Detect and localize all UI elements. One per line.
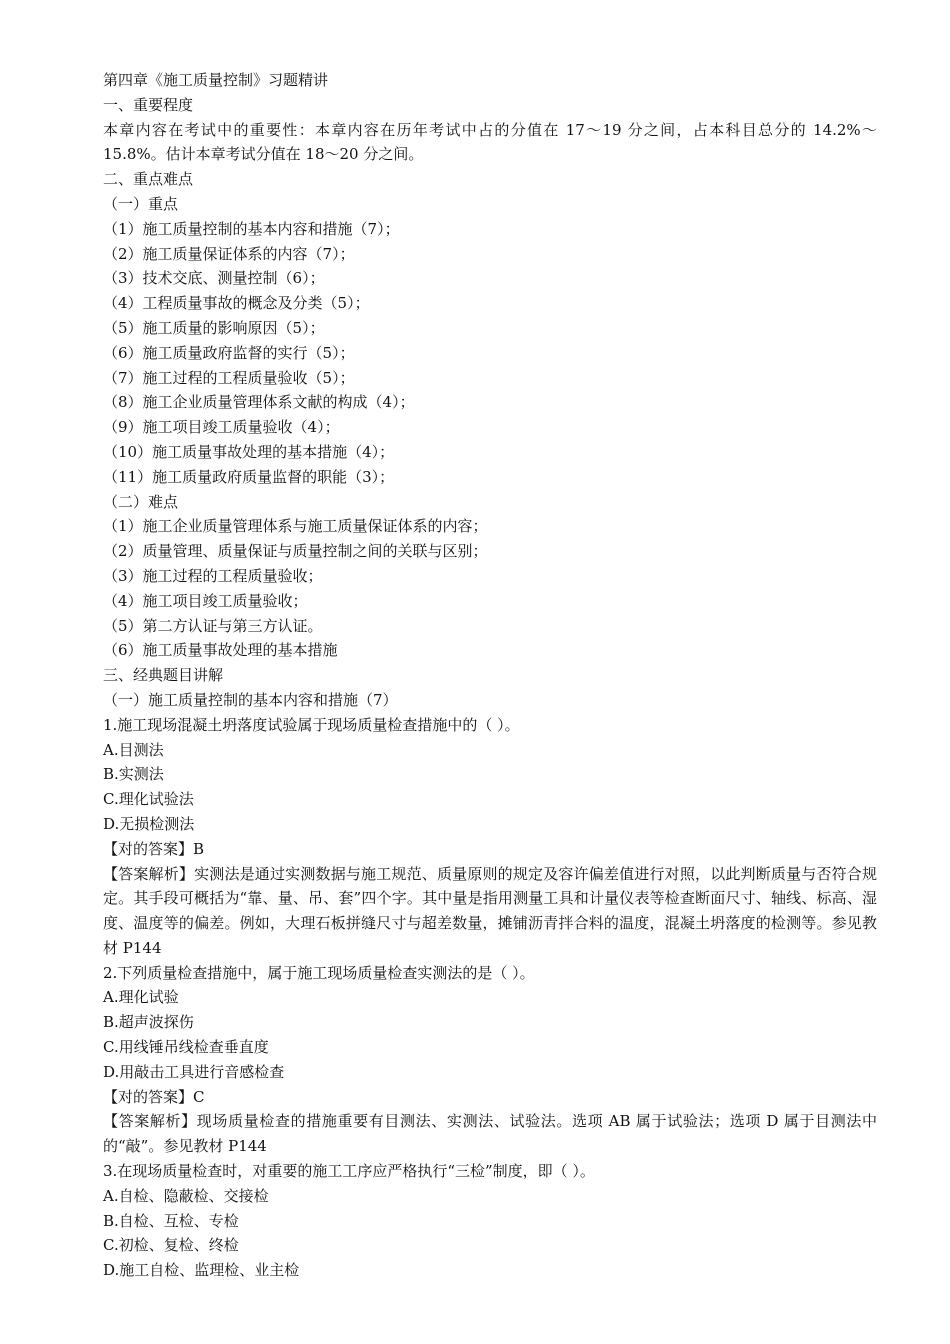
difficult-point-item: （4）施工项目竣工质量验收； [103, 591, 308, 610]
question-1-answer: 【对的答案】B [103, 839, 205, 858]
difficult-point-item: （5）第二方认证与第三方认证。 [103, 616, 323, 635]
question-2-option: A.理化试验 [103, 988, 179, 1007]
subheading-key-points: （一）重点 [103, 194, 179, 213]
question-2-option: D.用敲击工具进行音感检查 [103, 1062, 285, 1081]
difficult-point-item: （6）施工质量事故处理的基本措施 [103, 641, 338, 660]
key-point-item: （2）施工质量保证体系的内容（7）； [103, 244, 355, 263]
question-2-stem: 2.下列质量检查措施中，属于施工现场质量检查实测法的是（ ）。 [103, 963, 535, 982]
key-point-item: （10）施工质量事故处理的基本措施（4）； [103, 442, 395, 461]
section-heading-classic-questions: 三、经典题目讲解 [103, 666, 224, 685]
question-1-option: C.理化试验法 [103, 790, 194, 809]
key-point-item: （4）工程质量事故的概念及分类（5）； [103, 294, 370, 313]
question-1-option: D.无损检测法 [103, 814, 195, 833]
question-1-option: A.目测法 [103, 740, 164, 759]
question-1-option: B.实测法 [103, 765, 164, 784]
key-point-item: （5）施工质量的影响原因（5）； [103, 318, 325, 337]
key-point-item: （1）施工质量控制的基本内容和措施（7）； [103, 219, 400, 238]
section-heading-importance: 一、重要程度 [103, 95, 194, 114]
question-1-stem: 1.施工现场混凝土坍落度试验属于现场质量检查措施中的（ ）。 [103, 715, 520, 734]
difficult-point-item: （3）施工过程的工程质量验收； [103, 566, 323, 585]
question-2-analysis: 【答案解析】现场质量检查的措施重要有目测法、实测法、试验法。选项 AB 属于试验法；选项 D 属于目测法中的“敲”。参见教材 P144 [103, 1112, 877, 1156]
question-3-option: B.自检、互检、专检 [103, 1211, 239, 1230]
question-3-option: C.初检、复检、终检 [103, 1236, 239, 1255]
question-2-answer: 【对的答案】C [103, 1087, 205, 1106]
importance-paragraph: 本章内容在考试中的重要性：本章内容在历年考试中占的分值在 17～19 分之间，占本科目总分的 14.2%～15.8%。估计本章考试分值在 18～20 分之间。 [103, 120, 877, 164]
question-3-option: D.施工自检、监理检、业主检 [103, 1261, 300, 1280]
question-2-option: B.超声波探伤 [103, 1013, 194, 1032]
question-3-stem: 3.在现场质量检查时，对重要的施工工序应严格执行“三检”制度，即（ ）。 [103, 1162, 595, 1181]
subheading-questions-topic: （一）施工质量控制的基本内容和措施（7） [103, 690, 398, 709]
subheading-difficult-points: （二）难点 [103, 492, 179, 511]
question-3-option: A.自检、隐蔽检、交接检 [103, 1186, 269, 1205]
section-heading-key-difficult: 二、重点难点 [103, 170, 194, 189]
key-point-item: （7）施工过程的工程质量验收（5）； [103, 368, 355, 387]
difficult-point-item: （2）质量管理、质量保证与质量控制之间的关联与区别； [103, 542, 488, 561]
document-title: 第四章《施工质量控制》习题精讲 [103, 71, 329, 89]
question-1-analysis: 【答案解析】实测法是通过实测数据与施工规范、质量原则的规定及容许偏差值进行对照，以此判断质量与否符合规定。其手段可概括为“靠、量、吊、套”四个字。其中量是指用测量工具和计量仪表等检查断面尺寸、轴线、标高、湿度、温度等的偏差。例如，大理石板拼缝尺寸与超差数量，摊铺沥青拌合料的温度，混凝土坍落度的检测等。参见教材 P144 [103, 864, 877, 957]
key-point-item: （11）施工质量政府质量监督的职能（3）； [103, 467, 395, 486]
document-page [103, 68, 877, 1283]
question-2-option: C.用线锤吊线检查垂直度 [103, 1038, 269, 1057]
key-point-item: （9）施工项目竣工质量验收（4）； [103, 418, 340, 437]
key-point-item: （8）施工企业质量管理体系文献的构成（4）； [103, 393, 415, 412]
difficult-point-item: （1）施工企业质量管理体系与施工质量保证体系的内容； [103, 517, 488, 536]
key-point-item: （6）施工质量政府监督的实行（5）； [103, 343, 355, 362]
key-point-item: （3）技术交底、测量控制（6）； [103, 269, 325, 288]
